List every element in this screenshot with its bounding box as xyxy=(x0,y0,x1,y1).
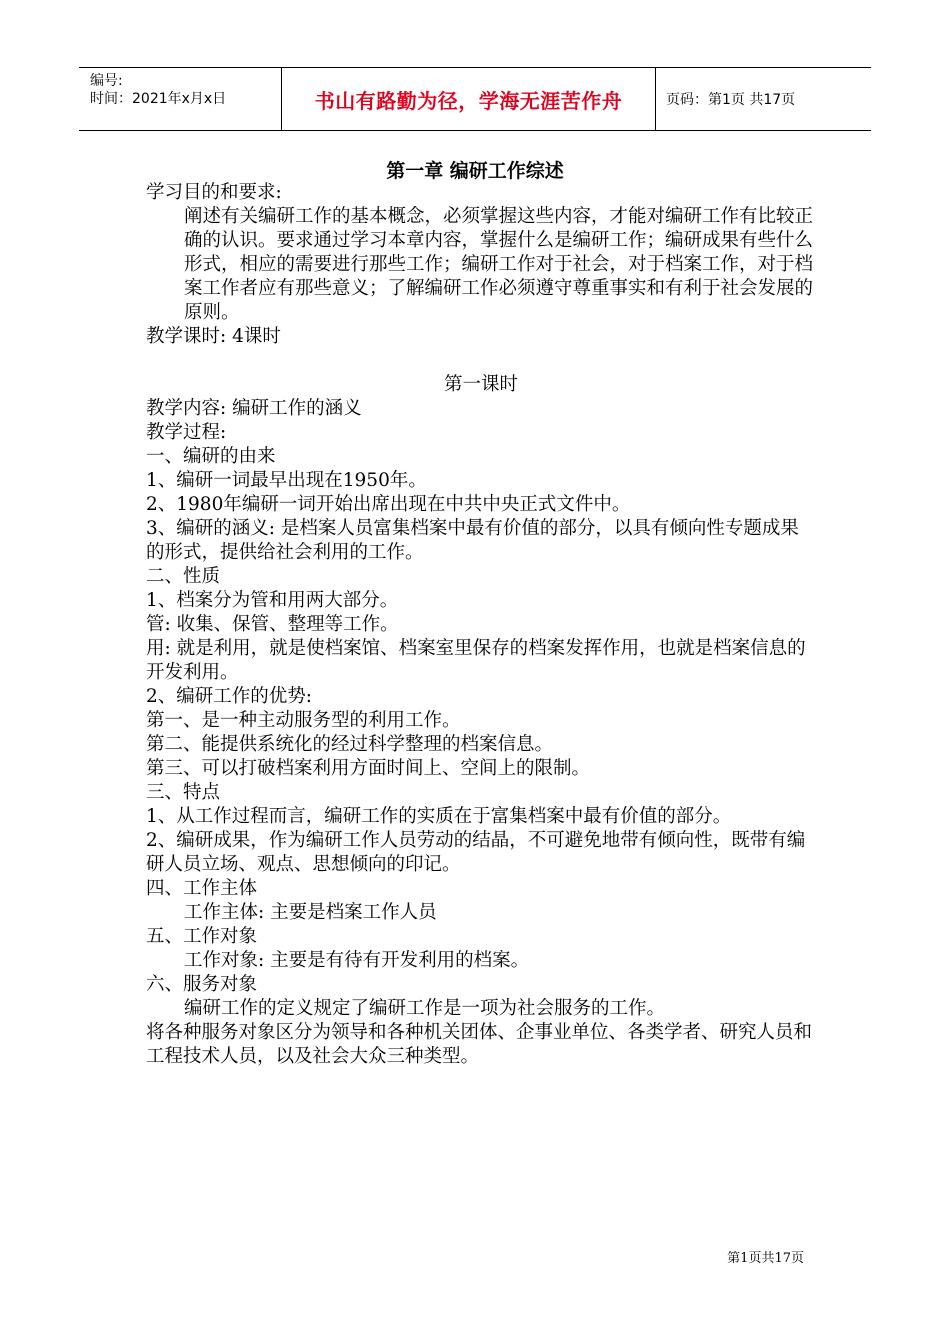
list-item: 工作对象: 主要是有待有开发利用的档案。 xyxy=(184,950,530,971)
list-item: 管: 收集、保管、整理等工作。 xyxy=(146,614,399,635)
list-item: 3、编研的涵义: 是档案人员富集档案中最有价值的部分，以具有倾向性专题成果的形式，提供给社会利用的工作。 xyxy=(146,518,799,563)
lesson-heading: 第一课时 xyxy=(443,374,518,395)
list-item: 第二、能提供系统化的经过科学整理的档案信息。 xyxy=(146,734,554,755)
teaching-process: 教学过程: xyxy=(146,422,227,443)
section-heading: 二、性质 xyxy=(146,566,221,587)
list-item: 2、编研成果，作为编研工作人员劳动的结晶，不可避免地带有倾向性，既带有编研人员立场、观点、思想倾向的印记。 xyxy=(146,830,806,875)
list-item: 1、编研一词最早出现在1950年。 xyxy=(146,470,427,491)
motto: 书山有路勤为径，学海无涯苦作舟 xyxy=(314,88,623,113)
section-heading: 三、特点 xyxy=(146,782,221,803)
section-heading: 一、编研的由来 xyxy=(146,446,276,467)
list-item: 第三、可以打破档案利用方面时间上、空间上的限制。 xyxy=(146,758,591,779)
list-item: 2、1980年编研一词开始出席出现在中共中央正式文件中。 xyxy=(146,494,631,515)
page-footer: 第1页共17页 xyxy=(727,1251,804,1266)
header-motto-cell xyxy=(282,68,656,130)
list-item: 第一、是一种主动服务型的利用工作。 xyxy=(146,710,461,731)
list-item: 2、编研工作的优势: xyxy=(146,686,313,707)
header-info xyxy=(79,68,282,130)
section-heading: 五、工作对象 xyxy=(146,926,258,947)
time-label: 时间：2021年x月x日 xyxy=(90,91,227,107)
objective-text: 阐述有关编研工作的基本概念，必须掌握这些内容，才能对编研工作有比较正确的认识。要求通过学习本章内容，掌握什么是编研工作；编研成果有些什么形式，相应的需要进行那些工作；编研工作对于社会，对于档案工作，对于档案工作者应有那些意义；了解编研工作必须遵守尊重事实和有利于社会发展的原则。 xyxy=(184,206,814,323)
document-body xyxy=(146,181,816,1069)
page-header xyxy=(79,67,871,131)
objective-heading: 学习目的和要求: xyxy=(146,182,282,203)
chapter-title: 第一章 编研工作综述 xyxy=(386,160,564,182)
list-item: 将各种服务对象区分为领导和各种机关团体、企事业单位、各类学者、研究人员和工程技术人员，以及社会大众三种类型。 xyxy=(146,1022,813,1067)
list-item: 1、档案分为管和用两大部分。 xyxy=(146,590,399,611)
teaching-content: 教学内容: 编研工作的涵义 xyxy=(146,398,362,419)
number-label: 编号: xyxy=(90,73,123,89)
class-hours: 教学课时: 4课时 xyxy=(146,326,281,347)
list-item: 编研工作的定义规定了编研工作是一项为社会服务的工作。 xyxy=(184,998,666,1019)
page-label: 页码：第1页 共17页 xyxy=(666,92,796,108)
section-heading: 四、工作主体 xyxy=(146,878,258,899)
list-item: 1、从工作过程而言，编研工作的实质在于富集档案中最有价值的部分。 xyxy=(146,806,732,827)
header-page-cell xyxy=(656,68,871,130)
list-item: 工作主体: 主要是档案工作人员 xyxy=(184,902,437,923)
list-item: 用: 就是利用，就是使档案馆、档案室里保存的档案发挥作用，也就是档案信息的开发利用。 xyxy=(146,638,806,683)
section-heading: 六、服务对象 xyxy=(146,974,258,995)
